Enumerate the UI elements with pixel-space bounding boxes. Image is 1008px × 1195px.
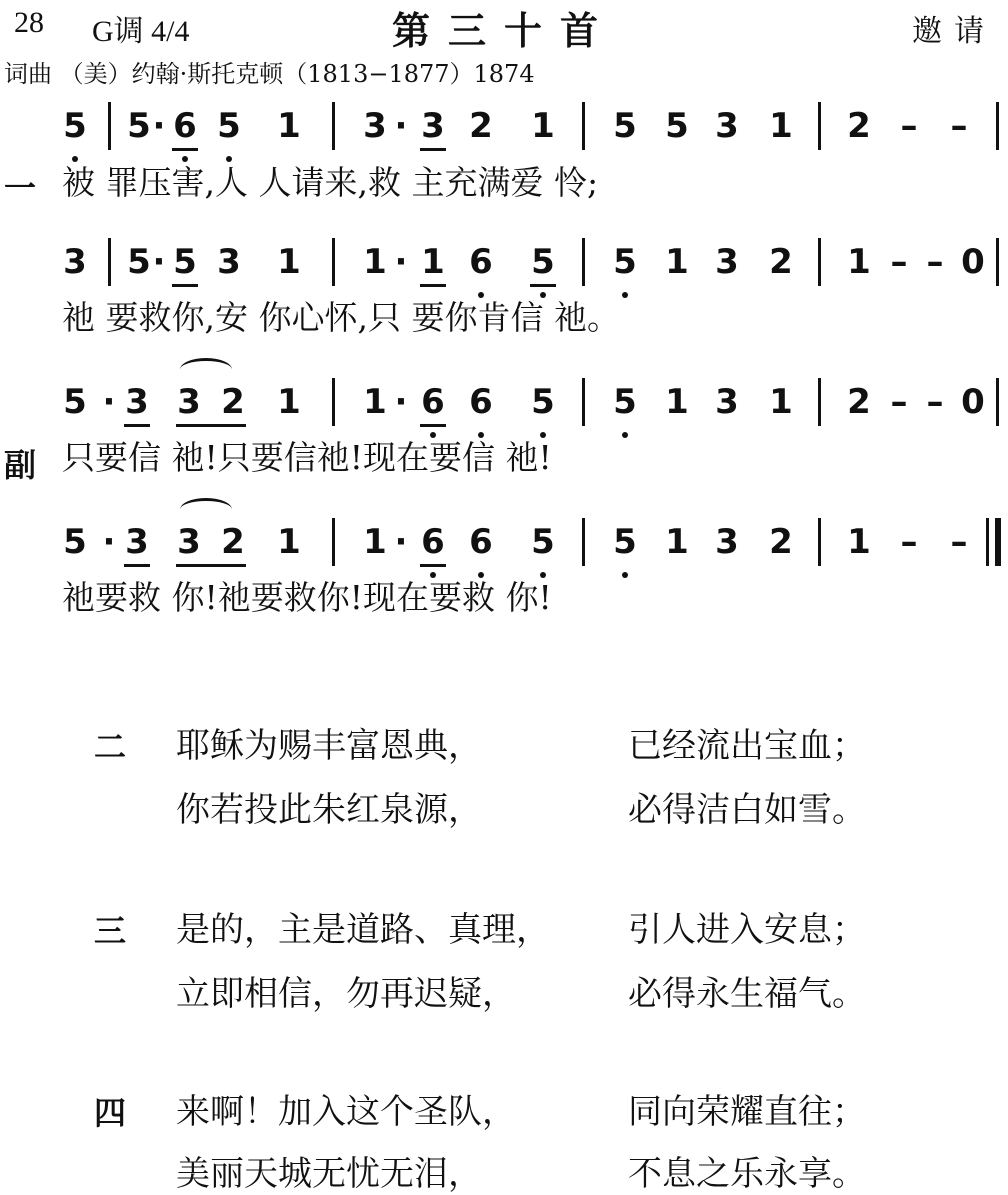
chorus-label: 副 <box>4 446 37 484</box>
note: 1 <box>665 242 689 282</box>
note: 1 <box>277 242 301 282</box>
note: · <box>152 106 166 146</box>
note: 5 <box>613 106 637 146</box>
lyric-line-2: 祂 要救你,安 你心怀,只 要你肯信 祂。 <box>62 298 620 337</box>
note: 3 <box>715 522 739 562</box>
note: 2 <box>221 522 245 562</box>
low-octave-dot <box>622 572 628 578</box>
note: 5 <box>613 382 637 422</box>
barline <box>818 518 821 566</box>
note: 3 <box>363 106 387 146</box>
note: – <box>890 242 908 282</box>
barline <box>818 238 821 286</box>
note: 3 <box>421 106 445 146</box>
note: 1 <box>769 106 793 146</box>
note: 3 <box>715 106 739 146</box>
note: · <box>152 242 166 282</box>
credit-line: 词曲 （美）约翰·斯托克顿（1813−1877）1874 <box>4 60 535 88</box>
note: – <box>900 106 918 146</box>
note: 5 <box>63 382 87 422</box>
barline <box>332 238 335 286</box>
barline <box>108 238 111 286</box>
note: 6 <box>469 522 493 562</box>
note: – <box>926 382 944 422</box>
tie-arc <box>180 498 232 521</box>
underline <box>530 284 556 287</box>
lyric-line-4: 祂要救 你!祂要救你!现在要救 你! <box>62 578 552 617</box>
verse-4-line-2a: 美丽天城无忧无泪， <box>176 1154 482 1194</box>
lyric-line-3: 只要信 祂!只要信祂!现在要信 祂! <box>62 438 552 477</box>
note: 1 <box>531 106 555 146</box>
barline <box>582 102 585 150</box>
tie-arc <box>180 358 232 381</box>
barline <box>996 378 999 426</box>
final-barline-thick <box>995 518 1001 566</box>
low-octave-dot <box>622 432 628 438</box>
barline <box>108 102 111 150</box>
note: 5 <box>531 382 555 422</box>
note: · <box>102 382 116 422</box>
note: 3 <box>177 522 201 562</box>
barline <box>332 518 335 566</box>
verse-3-line-2b: 必得永生福气。 <box>628 974 866 1014</box>
note: 1 <box>277 106 301 146</box>
note: 1 <box>665 522 689 562</box>
note: 5 <box>63 522 87 562</box>
note: 6 <box>421 382 445 422</box>
verse-4-line-2b: 不息之乐永享。 <box>628 1154 866 1194</box>
note: 1 <box>363 382 387 422</box>
note: 6 <box>469 242 493 282</box>
barline <box>818 102 821 150</box>
note: – <box>900 522 918 562</box>
note: 3 <box>217 242 241 282</box>
underline <box>124 564 150 567</box>
note: 5 <box>531 242 555 282</box>
verse-4-line-1a: 来啊！加入这个圣队， <box>176 1092 516 1132</box>
underline <box>172 148 198 151</box>
note: · <box>394 382 408 422</box>
low-octave-dot <box>182 156 188 162</box>
underline <box>124 424 150 427</box>
final-barline <box>986 518 989 566</box>
note: 5 <box>63 106 87 146</box>
low-octave-dot <box>226 156 232 162</box>
note: 3 <box>177 382 201 422</box>
note: 1 <box>277 382 301 422</box>
note: 3 <box>715 382 739 422</box>
note: · <box>102 522 116 562</box>
note: 2 <box>847 382 871 422</box>
note: 5 <box>173 242 197 282</box>
low-octave-dot <box>72 156 78 162</box>
note: 2 <box>769 242 793 282</box>
note: 5 <box>613 242 637 282</box>
note: 6 <box>173 106 197 146</box>
barline <box>332 102 335 150</box>
barline <box>332 378 335 426</box>
note: 1 <box>363 242 387 282</box>
note: 3 <box>125 522 149 562</box>
key-and-meter: G调 4/4 <box>92 15 190 48</box>
note: 5 <box>127 106 151 146</box>
underline <box>176 424 246 427</box>
hymn-subtitle: 邀请 <box>912 14 996 49</box>
note: 6 <box>421 522 445 562</box>
note: – <box>950 522 968 562</box>
note: 2 <box>221 382 245 422</box>
barline <box>818 378 821 426</box>
underline <box>420 148 446 151</box>
verse-3-line-2a: 立即相信，勿再迟疑， <box>176 974 516 1014</box>
note: 6 <box>469 382 493 422</box>
note: 5 <box>665 106 689 146</box>
underline <box>420 284 446 287</box>
hymn-number: 28 <box>14 6 44 39</box>
verse-4-label: 四 <box>94 1094 127 1132</box>
note: 3 <box>125 382 149 422</box>
underline <box>420 424 446 427</box>
barline <box>996 238 999 286</box>
note: · <box>394 522 408 562</box>
note: 1 <box>421 242 445 282</box>
verse-4-line-1b: 同向荣耀直往； <box>628 1092 866 1132</box>
note: 1 <box>277 522 301 562</box>
note: 5 <box>127 242 151 282</box>
note: – <box>926 242 944 282</box>
note: 1 <box>665 382 689 422</box>
verse-2-line-2a: 你若投此朱红泉源， <box>176 790 482 830</box>
note: 5 <box>531 522 555 562</box>
barline <box>582 378 585 426</box>
underline <box>420 564 446 567</box>
lyric-line-1: 被 罪压害,人 人请来,救 主充满爱 怜; <box>62 163 599 202</box>
underline <box>176 564 246 567</box>
note: – <box>890 382 908 422</box>
barline <box>582 238 585 286</box>
note: 3 <box>715 242 739 282</box>
note: 2 <box>469 106 493 146</box>
note: · <box>394 106 408 146</box>
verse-3-line-1a: 是的，主是道路、真理， <box>176 910 550 950</box>
note: 1 <box>847 242 871 282</box>
note: 5 <box>613 522 637 562</box>
note: 1 <box>769 382 793 422</box>
note: 1 <box>363 522 387 562</box>
page-title: 第三十首 <box>392 9 617 53</box>
verse-label: 一 <box>4 169 37 207</box>
barline <box>582 518 585 566</box>
verse-3-line-1b: 引人进入安息； <box>628 910 866 950</box>
verse-2-line-1a: 耶稣为赐丰富恩典， <box>176 726 482 766</box>
verse-2-label: 二 <box>94 728 127 766</box>
verse-3-label: 三 <box>94 912 127 950</box>
low-octave-dot <box>622 292 628 298</box>
barline <box>996 102 999 150</box>
note: 3 <box>63 242 87 282</box>
note: · <box>394 242 408 282</box>
note: 1 <box>847 522 871 562</box>
note: 0 <box>961 242 985 282</box>
verse-2-line-1b: 已经流出宝血； <box>628 726 866 766</box>
note: 5 <box>217 106 241 146</box>
note: 2 <box>847 106 871 146</box>
note: 0 <box>961 382 985 422</box>
note: 2 <box>769 522 793 562</box>
underline <box>172 284 198 287</box>
verse-2-line-2b: 必得洁白如雪。 <box>628 790 866 830</box>
note: – <box>950 106 968 146</box>
